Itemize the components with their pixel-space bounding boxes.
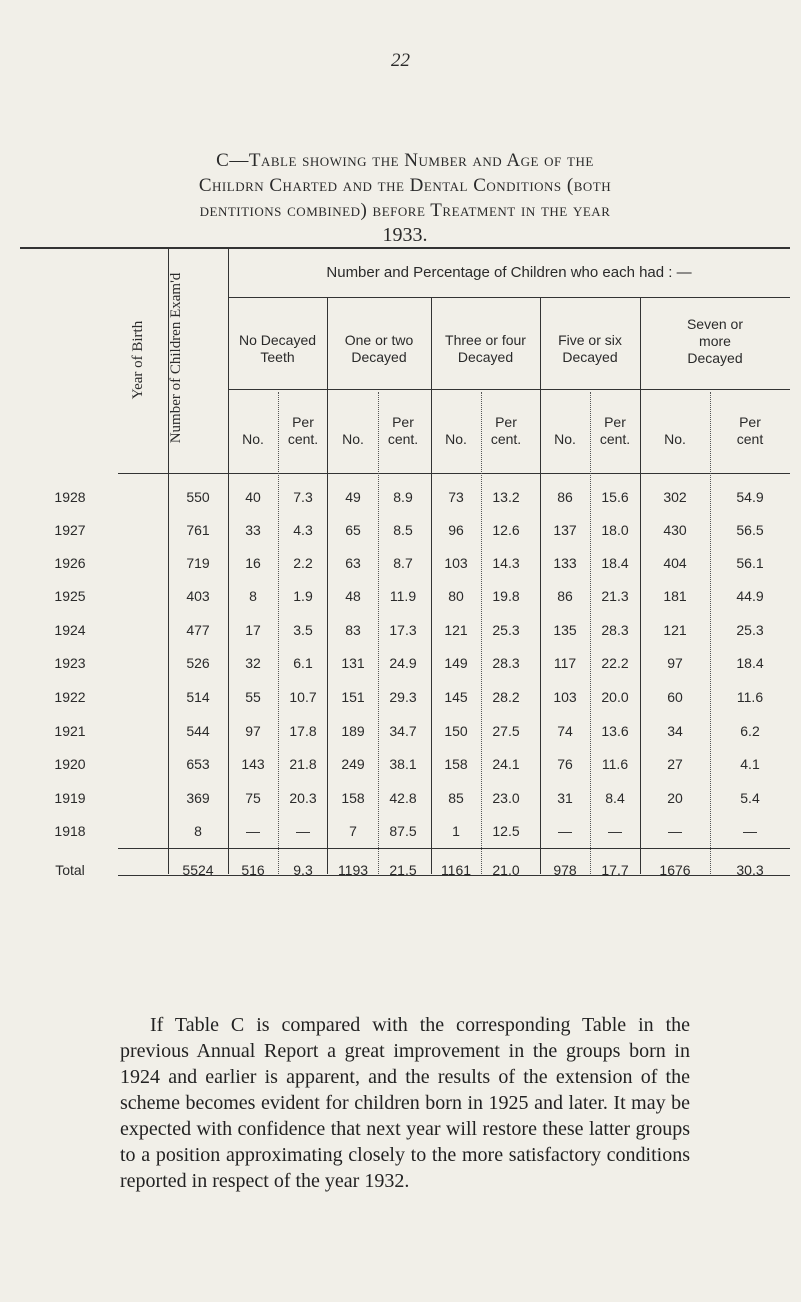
total-cell: 978	[553, 862, 577, 878]
subheader-per-cent: Per cent.	[490, 414, 522, 447]
table-cell: 121	[444, 622, 468, 638]
table-cell: 8.9	[393, 489, 413, 505]
table-cell: 32	[245, 655, 261, 671]
table-cell: 550	[186, 489, 210, 505]
rule-under-groups	[228, 389, 790, 390]
table-cell: 23.0	[492, 790, 520, 806]
table-cell: 73	[448, 489, 464, 505]
table-cell: 20.3	[289, 790, 317, 806]
subheader-per-cent: Per cent.	[599, 414, 631, 447]
table-cell: 5.4	[740, 790, 760, 806]
table-cell: —	[668, 823, 682, 839]
table-cell: 158	[444, 756, 468, 772]
table-cell: 189	[341, 723, 365, 739]
total-cell: 5524	[182, 862, 214, 878]
table-cell: 17.3	[389, 622, 417, 638]
table-cell: 44.9	[736, 588, 764, 604]
table-cell: 3.5	[293, 622, 313, 638]
table-cell: 477	[186, 622, 210, 638]
commentary-paragraph: If Table C is compared with the corresponding Table in the previous Annual Report a great improvement in the groups born in 1924 and earlier is apparent, and the results of the extension of the scheme becomes evident for children born in 1925 and later. It may be expected with confidence that next year will restore these latter groups to a position approximating closely to the more satisfactory conditions reported in respect of the year 1932.	[120, 1014, 690, 1192]
cell-year: 1920	[54, 756, 86, 772]
title-line-1: C—Table showing the Number and Age of the	[216, 150, 594, 171]
table-cell: 42.8	[389, 790, 417, 806]
table-cell: 96	[448, 522, 464, 538]
table-cell: 97	[245, 723, 261, 739]
subheader-no: No.	[242, 431, 264, 447]
header-no-decayed: No Decayed Teeth	[238, 332, 317, 365]
subheader-per-cent: Per cent.	[287, 414, 319, 447]
table-cell: 63	[345, 555, 361, 571]
cell-year: 1921	[54, 723, 86, 739]
page-number: 22	[391, 50, 410, 71]
table-cell: 135	[553, 622, 577, 638]
table-cell: 14.3	[492, 555, 520, 571]
table-cell: 8.5	[393, 522, 413, 538]
table-cell: 103	[444, 555, 468, 571]
total-cell: 21.5	[389, 862, 417, 878]
total-label: Total	[55, 862, 85, 878]
table-cell: 11.6	[601, 756, 629, 772]
table-cell: 12.5	[492, 823, 520, 839]
table-cell: 20.0	[601, 689, 629, 705]
table-cell: 761	[186, 522, 210, 538]
table-cell: 11.9	[389, 588, 417, 604]
table-cell: 80	[448, 588, 464, 604]
table-cell: 149	[444, 655, 468, 671]
cell-year: 1919	[54, 790, 86, 806]
header-seven-or-more: Seven or more Decayed	[686, 316, 744, 366]
table-cell: 1.9	[293, 588, 313, 604]
total-cell: 1161	[440, 862, 472, 878]
total-cell: 9.3	[293, 862, 313, 878]
total-cell: 17.7	[601, 862, 629, 878]
rule-top	[20, 247, 790, 249]
table-cell: 10.7	[289, 689, 317, 705]
table-cell: 4.3	[293, 522, 313, 538]
table-cell: 33	[245, 522, 261, 538]
table-cell: 181	[663, 588, 687, 604]
table-cell: 137	[553, 522, 577, 538]
table-cell: 19.8	[492, 588, 520, 604]
table-cell: 7.3	[293, 489, 313, 505]
table-cell: 29.3	[389, 689, 417, 705]
table-cell: 25.3	[492, 622, 520, 638]
total-cell: 21.0	[492, 862, 520, 878]
subheader-no: No.	[554, 431, 576, 447]
table-cell: 4.1	[740, 756, 760, 772]
subheader-no: No.	[664, 431, 686, 447]
rule-under-group-header	[228, 297, 790, 298]
subheader-no: No.	[342, 431, 364, 447]
table-title	[95, 148, 715, 248]
table-cell: 8.7	[393, 555, 413, 571]
table-cell: 65	[345, 522, 361, 538]
table-cell: 31	[557, 790, 573, 806]
table-cell: 131	[341, 655, 365, 671]
cell-year: 1922	[54, 689, 86, 705]
table-cell: 34.7	[389, 723, 417, 739]
table-cell: —	[608, 823, 622, 839]
total-cell: 1676	[659, 862, 691, 878]
table-cell: 40	[245, 489, 261, 505]
table-cell: 21.8	[289, 756, 317, 772]
title-year: 1933.	[382, 224, 428, 246]
table-cell: 13.2	[492, 489, 520, 505]
table-cell: 369	[186, 790, 210, 806]
header-year-of-birth: Year of Birth	[130, 320, 146, 400]
table-cell: 11.6	[736, 689, 764, 705]
table-cell: 302	[663, 489, 687, 505]
table-cell: 249	[341, 756, 365, 772]
table-cell: 544	[186, 723, 210, 739]
total-cell: 30.3	[736, 862, 764, 878]
title-line-3: dentitions combined) before Treatment in the year	[199, 200, 611, 221]
table-cell: 7	[349, 823, 357, 839]
total-cell: 516	[241, 862, 265, 878]
table-cell: 28.2	[492, 689, 520, 705]
table-cell: 76	[557, 756, 573, 772]
table-cell: —	[246, 823, 260, 839]
subheader-per-cent: Per cent.	[387, 414, 419, 447]
table-cell: —	[743, 823, 757, 839]
table-cell: 18.4	[736, 655, 764, 671]
table-cell: 55	[245, 689, 261, 705]
table-cell: 2.2	[293, 555, 313, 571]
cell-year: 1925	[54, 588, 86, 604]
table-cell: 143	[241, 756, 265, 772]
table-cell: 150	[444, 723, 468, 739]
vrule-3	[327, 298, 328, 874]
table-cell: 145	[444, 689, 468, 705]
table-cell: 103	[553, 689, 577, 705]
table-cell: 49	[345, 489, 361, 505]
table-cell: 54.9	[736, 489, 764, 505]
table-cell: 24.1	[492, 756, 520, 772]
table-cell: 158	[341, 790, 365, 806]
table-cell: 1	[452, 823, 460, 839]
table-cell: 8	[249, 588, 257, 604]
table-cell: 121	[663, 622, 687, 638]
table-cell: 18.4	[601, 555, 629, 571]
table-cell: 86	[557, 588, 573, 604]
title-line-2: Childrn Charted and the Dental Conditions (both	[198, 175, 612, 196]
cell-year: 1923	[54, 655, 86, 671]
subheader-per-cent: Per cent	[736, 414, 764, 447]
table-cell: 653	[186, 756, 210, 772]
rule-above-total	[118, 848, 790, 849]
table-cell: 28.3	[601, 622, 629, 638]
table-cell: 25.3	[736, 622, 764, 638]
vrule-5	[540, 298, 541, 874]
table-cell: 12.6	[492, 522, 520, 538]
table-cell: 6.2	[740, 723, 760, 739]
cell-year: 1926	[54, 555, 86, 571]
table-cell: 27	[667, 756, 683, 772]
header-three-or-four: Three or four Decayed	[445, 332, 526, 365]
table-cell: 24.9	[389, 655, 417, 671]
table-cell: 17	[245, 622, 261, 638]
table-cell: 97	[667, 655, 683, 671]
cell-year: 1918	[54, 823, 86, 839]
header-number-examined: Number of Children Exam'd	[168, 272, 184, 444]
table-cell: 8	[194, 823, 202, 839]
table-cell: 48	[345, 588, 361, 604]
header-group-span: Number and Percentage of Children who each had : —	[326, 264, 692, 281]
table-cell: 430	[663, 522, 687, 538]
table-cell: 133	[553, 555, 577, 571]
table-cell: 403	[186, 588, 210, 604]
table-cell: —	[296, 823, 310, 839]
table-cell: 27.5	[492, 723, 520, 739]
rule-under-header	[118, 473, 790, 474]
total-cell: 1193	[337, 862, 369, 878]
table-cell: 22.2	[601, 655, 629, 671]
table-cell: 404	[663, 555, 687, 571]
cell-year: 1928	[54, 489, 86, 505]
table-cell: 28.3	[492, 655, 520, 671]
table-cell: 21.3	[601, 588, 629, 604]
table-cell: 74	[557, 723, 573, 739]
table-cell: 514	[186, 689, 210, 705]
table-cell: 117	[553, 655, 577, 671]
table-cell: 60	[667, 689, 683, 705]
dotted-rule-5	[710, 392, 711, 874]
table-cell: 16	[245, 555, 261, 571]
table-cell: 87.5	[389, 823, 417, 839]
table-cell: 83	[345, 622, 361, 638]
header-one-or-two: One or two Decayed	[344, 332, 414, 365]
table-cell: 151	[341, 689, 365, 705]
table-cell: 8.4	[605, 790, 625, 806]
table-cell: —	[558, 823, 572, 839]
table-cell: 86	[557, 489, 573, 505]
table-cell: 526	[186, 655, 210, 671]
table-cell: 15.6	[601, 489, 629, 505]
table-cell: 34	[667, 723, 683, 739]
cell-year: 1927	[54, 522, 86, 538]
table-cell: 75	[245, 790, 261, 806]
table-cell: 56.5	[736, 522, 764, 538]
table-cell: 6.1	[293, 655, 313, 671]
vrule-4	[431, 298, 432, 874]
subheader-no: No.	[445, 431, 467, 447]
table-cell: 18.0	[601, 522, 629, 538]
header-five-or-six: Five or six Decayed	[558, 332, 622, 365]
table-cell: 56.1	[736, 555, 764, 571]
table-cell: 85	[448, 790, 464, 806]
table-cell: 20	[667, 790, 683, 806]
table-cell: 38.1	[389, 756, 417, 772]
table-cell: 17.8	[289, 723, 317, 739]
vrule-6	[640, 298, 641, 874]
cell-year: 1924	[54, 622, 86, 638]
table-cell: 719	[186, 555, 210, 571]
table-cell: 13.6	[601, 723, 629, 739]
